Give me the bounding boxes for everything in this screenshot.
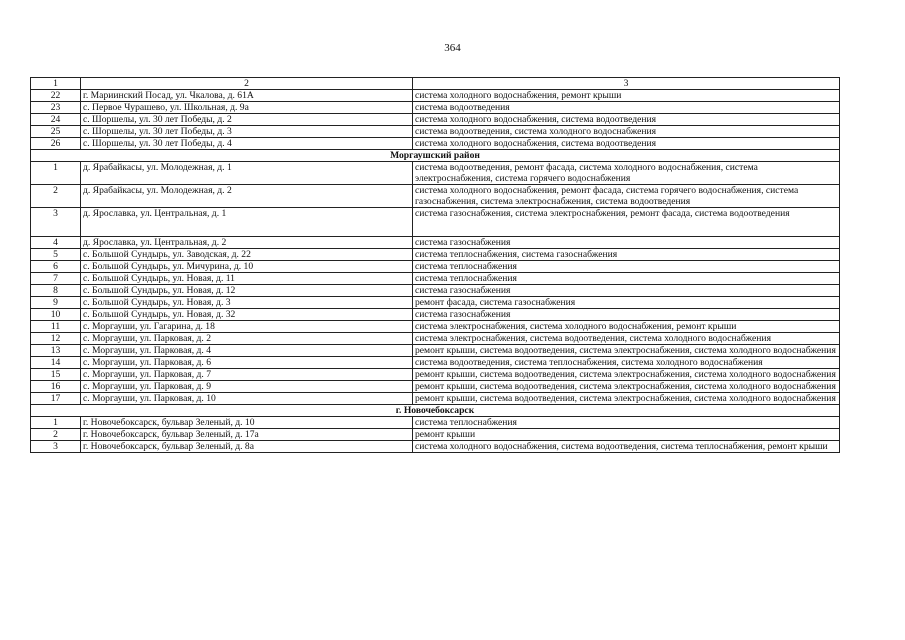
row-address: с. Шоршелы, ул. 30 лет Победы, д. 2 <box>81 114 413 126</box>
table-row <box>31 441 840 453</box>
row-address: с. Моргауши, ул. Парковая, д. 4 <box>81 345 413 357</box>
section-title: г. Новочебоксарск <box>31 405 840 417</box>
row-works: система теплоснабжения, система газоснабжения <box>413 249 840 261</box>
section-row <box>31 150 840 162</box>
table-row <box>31 249 840 261</box>
row-works: система холодного водоснабжения, система водоотведения, система теплоснабжения, ремонт крыши <box>413 441 840 453</box>
row-number: 25 <box>31 126 81 138</box>
row-works: система водоотведения, ремонт фасада, система холодного водоснабжения, система электроснабжения, система горячего водоснабжения <box>413 162 840 185</box>
works-table <box>30 77 840 453</box>
row-works: ремонт крыши, система водоотведения, система электроснабжения, система холодного водоснабжения <box>413 393 840 405</box>
table-row <box>31 273 840 285</box>
row-number: 15 <box>31 369 81 381</box>
row-works: система газоснабжения <box>413 237 840 249</box>
page-number: 364 <box>444 42 461 54</box>
table-header-row <box>31 78 840 90</box>
table-row <box>31 369 840 381</box>
row-number: 9 <box>31 297 81 309</box>
table-body <box>31 78 840 453</box>
row-number: 11 <box>31 321 81 333</box>
table-row <box>31 417 840 429</box>
row-works: система холодного водоснабжения, ремонт фасада, система горячего водоснабжения, система газоснабжения, система электроснабжения, система водоотведения <box>413 185 840 208</box>
row-address: с. Большой Сундырь, ул. Мичурина, д. 10 <box>81 261 413 273</box>
row-number: 2 <box>31 185 81 208</box>
row-address: с. Большой Сундырь, ул. Новая, д. 32 <box>81 309 413 321</box>
section-title: Моргаушский район <box>31 150 840 162</box>
table-row <box>31 138 840 150</box>
row-works: система газоснабжения <box>413 285 840 297</box>
row-works: система газоснабжения, система электроснабжения, ремонт фасада, система водоотведения <box>413 208 840 237</box>
table-row <box>31 208 840 237</box>
row-number: 24 <box>31 114 81 126</box>
row-number: 8 <box>31 285 81 297</box>
row-works: система холодного водоснабжения, ремонт крыши <box>413 90 840 102</box>
row-number: 13 <box>31 345 81 357</box>
row-number: 22 <box>31 90 81 102</box>
column-header-works: 3 <box>413 78 840 90</box>
row-number: 2 <box>31 429 81 441</box>
table-row <box>31 393 840 405</box>
row-number: 1 <box>31 417 81 429</box>
row-address: д. Ярабайкасы, ул. Молодежная, д. 1 <box>81 162 413 185</box>
row-address: с. Шоршелы, ул. 30 лет Победы, д. 3 <box>81 126 413 138</box>
row-number: 4 <box>31 237 81 249</box>
row-address: г. Новочебоксарск, бульвар Зеленый, д. 17а <box>81 429 413 441</box>
row-number: 16 <box>31 381 81 393</box>
row-works: система холодного водоснабжения, система водоотведения <box>413 138 840 150</box>
table-row <box>31 381 840 393</box>
table-row <box>31 345 840 357</box>
row-number: 23 <box>31 102 81 114</box>
row-address: д. Ярославка, ул. Центральная, д. 2 <box>81 237 413 249</box>
row-address: с. Большой Сундырь, ул. Новая, д. 11 <box>81 273 413 285</box>
row-number: 26 <box>31 138 81 150</box>
row-works: система водоотведения, система холодного водоснабжения <box>413 126 840 138</box>
row-address: с. Большой Сундырь, ул. Заводская, д. 22 <box>81 249 413 261</box>
table-row <box>31 321 840 333</box>
row-address: г. Новочебоксарск, бульвар Зеленый, д. 10 <box>81 417 413 429</box>
row-works: ремонт крыши, система водоотведения, система электроснабжения, система холодного водоснабжения <box>413 345 840 357</box>
section-row <box>31 405 840 417</box>
row-address: с. Большой Сундырь, ул. Новая, д. 3 <box>81 297 413 309</box>
table-row <box>31 429 840 441</box>
row-works: система электроснабжения, система водоотведения, система холодного водоснабжения <box>413 333 840 345</box>
row-address: с. Моргауши, ул. Парковая, д. 10 <box>81 393 413 405</box>
column-header-address: 2 <box>81 78 413 90</box>
table-row <box>31 333 840 345</box>
row-number: 1 <box>31 162 81 185</box>
table-row <box>31 90 840 102</box>
row-address: д. Ярославка, ул. Центральная, д. 1 <box>81 208 413 237</box>
table-row <box>31 297 840 309</box>
row-number: 17 <box>31 393 81 405</box>
row-number: 7 <box>31 273 81 285</box>
row-address: д. Ярабайкасы, ул. Молодежная, д. 2 <box>81 185 413 208</box>
row-address: с. Моргауши, ул. Гагарина, д. 18 <box>81 321 413 333</box>
row-works: система водоотведения <box>413 102 840 114</box>
row-address: с. Большой Сундырь, ул. Новая, д. 12 <box>81 285 413 297</box>
table-row <box>31 237 840 249</box>
row-address: с. Первое Чурашево, ул. Школьная, д. 9а <box>81 102 413 114</box>
row-address: с. Моргауши, ул. Парковая, д. 9 <box>81 381 413 393</box>
row-address: с. Шоршелы, ул. 30 лет Победы, д. 4 <box>81 138 413 150</box>
row-works: ремонт фасада, система газоснабжения <box>413 297 840 309</box>
table-row <box>31 162 840 185</box>
table-row <box>31 285 840 297</box>
column-header-number: 1 <box>31 78 81 90</box>
row-number: 10 <box>31 309 81 321</box>
table-row <box>31 185 840 208</box>
table-row <box>31 126 840 138</box>
row-works: система газоснабжения <box>413 309 840 321</box>
row-works: система электроснабжения, система холодного водоснабжения, ремонт крыши <box>413 321 840 333</box>
row-number: 6 <box>31 261 81 273</box>
row-address: с. Моргауши, ул. Парковая, д. 7 <box>81 369 413 381</box>
row-works: система водоотведения, система теплоснабжения, система холодного водоснабжения <box>413 357 840 369</box>
row-works: система холодного водоснабжения, система водоотведения <box>413 114 840 126</box>
row-number: 14 <box>31 357 81 369</box>
table-row <box>31 261 840 273</box>
row-number: 3 <box>31 208 81 237</box>
row-number: 3 <box>31 441 81 453</box>
row-number: 5 <box>31 249 81 261</box>
table-row <box>31 357 840 369</box>
table-row <box>31 309 840 321</box>
row-works: ремонт крыши, система водоотведения, система электроснабжения, система холодного водоснабжения <box>413 369 840 381</box>
row-works: ремонт крыши, система водоотведения, система электроснабжения, система холодного водоснабжения <box>413 381 840 393</box>
row-number: 12 <box>31 333 81 345</box>
row-works: система теплоснабжения <box>413 273 840 285</box>
row-works: ремонт крыши <box>413 429 840 441</box>
table-row <box>31 102 840 114</box>
row-works: система теплоснабжения <box>413 417 840 429</box>
row-address: г. Мариинский Посад, ул. Чкалова, д. 61А <box>81 90 413 102</box>
row-works: система теплоснабжения <box>413 261 840 273</box>
row-address: г. Новочебоксарск, бульвар Зеленый, д. 8а <box>81 441 413 453</box>
row-address: с. Моргауши, ул. Парковая, д. 6 <box>81 357 413 369</box>
table-row <box>31 114 840 126</box>
row-address: с. Моргауши, ул. Парковая, д. 2 <box>81 333 413 345</box>
